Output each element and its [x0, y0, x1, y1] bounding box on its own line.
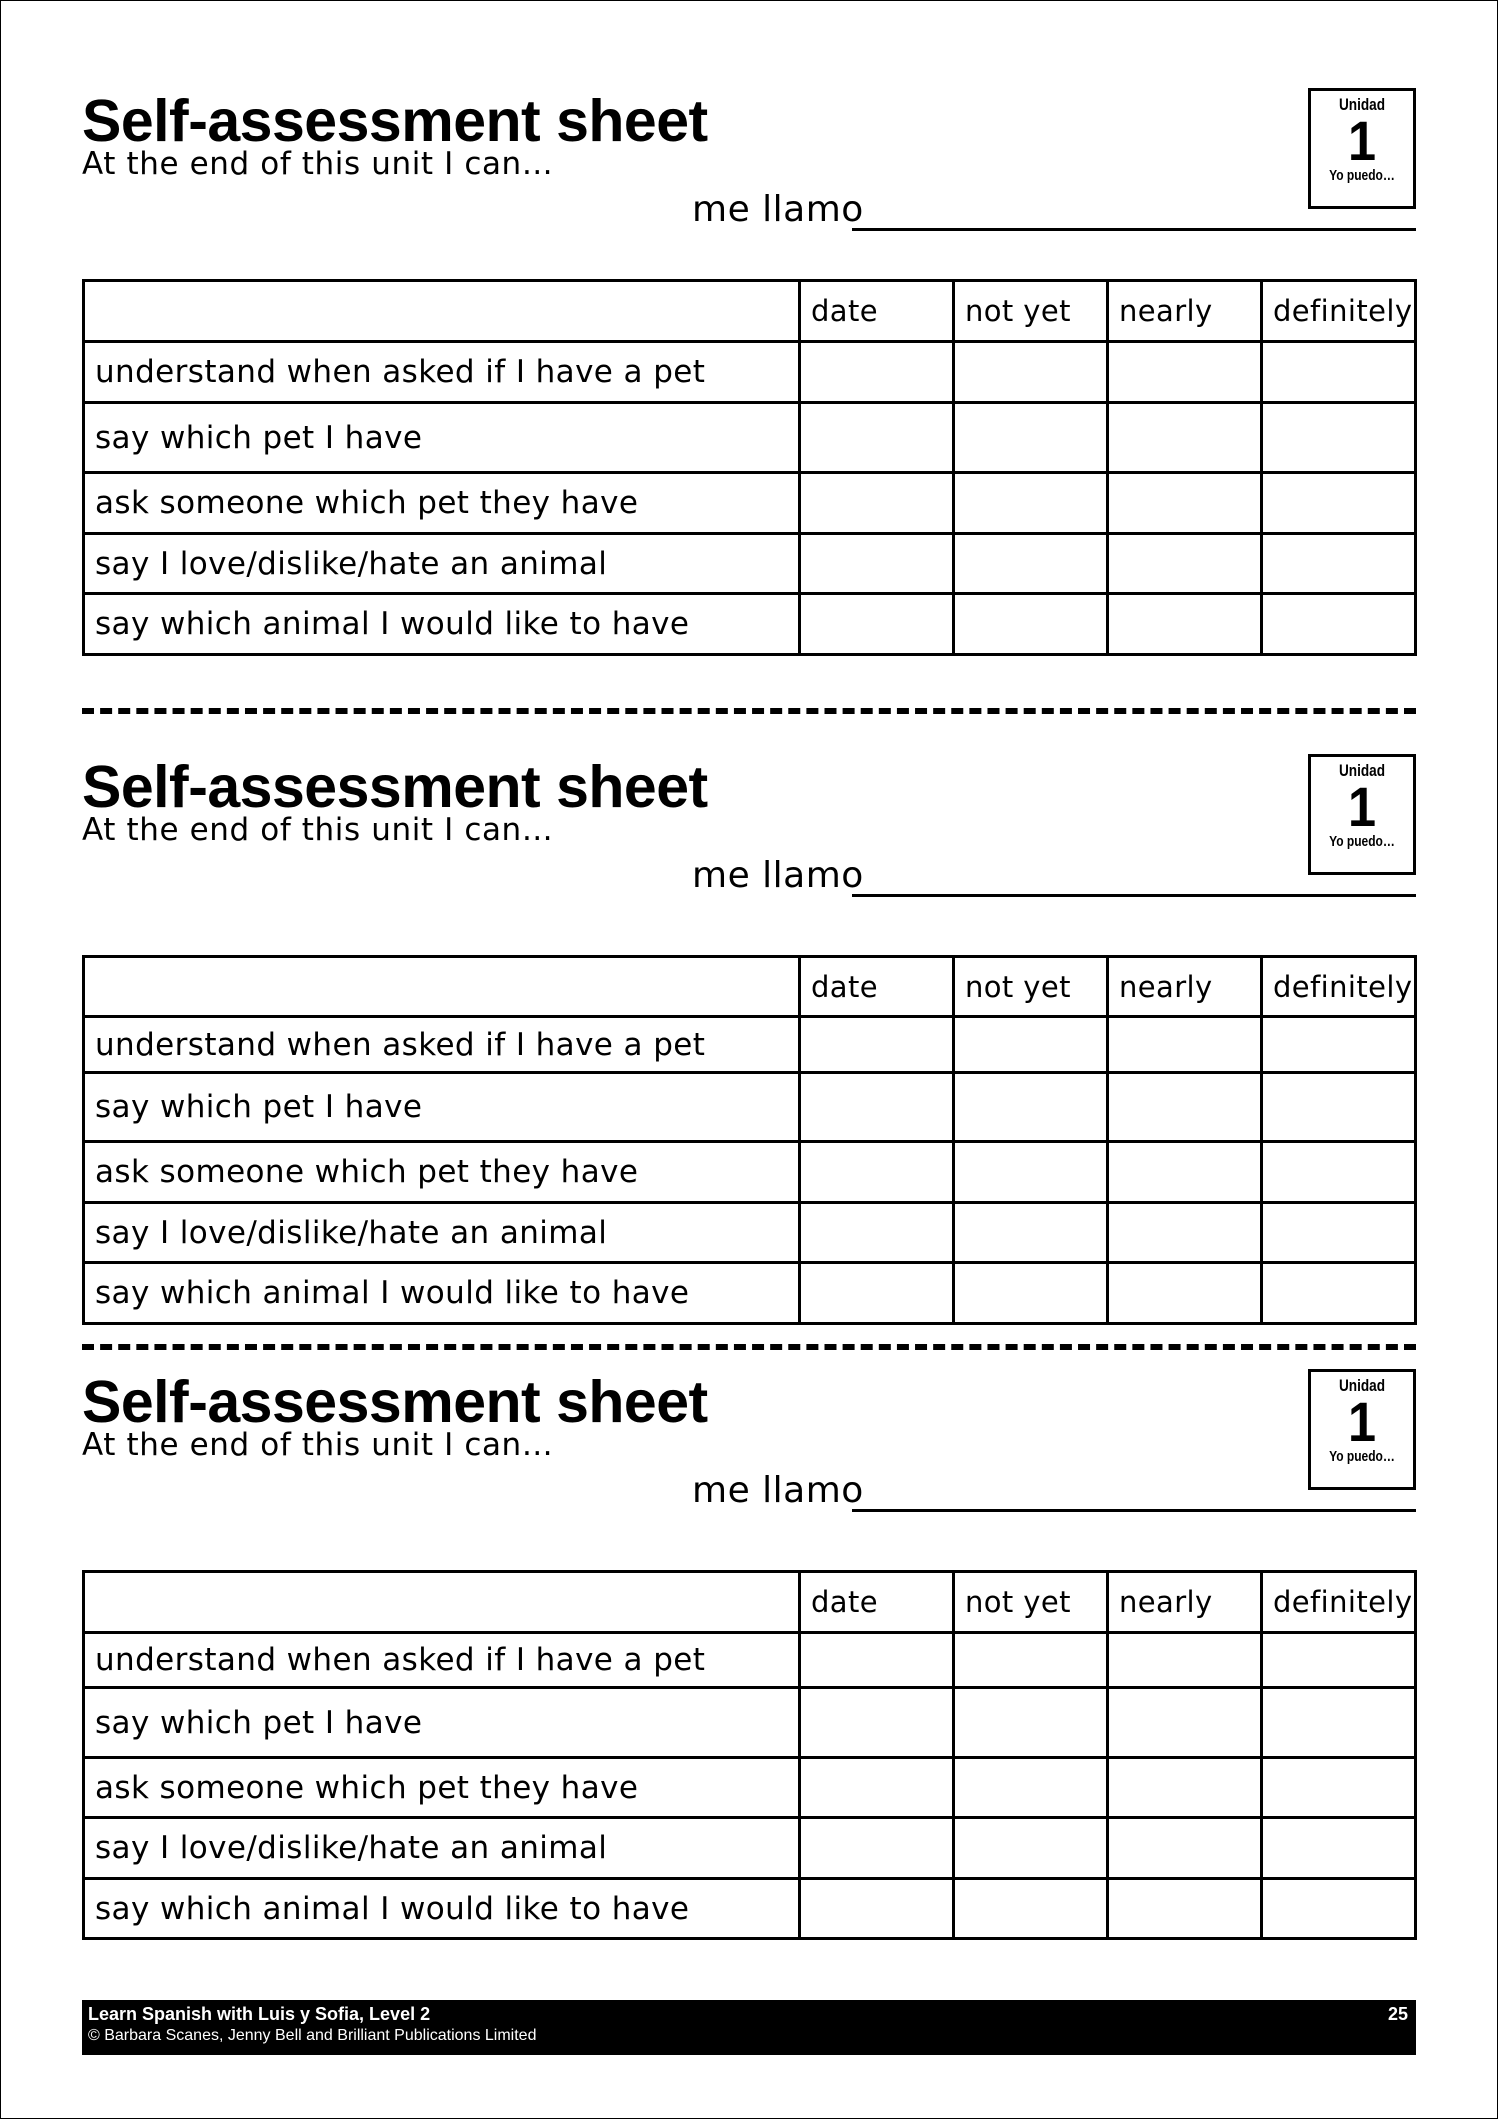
cell-nearly[interactable]	[1108, 473, 1262, 534]
row-statement: ask someone which pet they have	[84, 1758, 800, 1818]
cell-definitely[interactable]	[1262, 1633, 1416, 1688]
cell-nearly[interactable]	[1108, 1633, 1262, 1688]
cell-date[interactable]	[800, 1633, 954, 1688]
table-row	[84, 534, 1416, 594]
cell-definitely[interactable]	[1262, 342, 1416, 403]
row-statement: ask someone which pet they have	[84, 473, 800, 534]
cell-definitely[interactable]	[1262, 1263, 1416, 1324]
cell-date[interactable]	[800, 1263, 954, 1324]
cell-nearly[interactable]	[1108, 1758, 1262, 1818]
cell-nearly[interactable]	[1108, 1017, 1262, 1073]
cell-date[interactable]	[800, 473, 954, 534]
table-header-row	[84, 1572, 1416, 1633]
header-blank	[84, 957, 800, 1017]
table-row	[84, 1879, 1416, 1939]
header-not-yet: not yet	[954, 281, 1108, 342]
unit-badge	[1308, 88, 1416, 209]
table-row	[84, 342, 1416, 403]
header-definitely: definitely	[1262, 957, 1416, 1017]
row-statement: say which pet I have	[84, 403, 800, 473]
cell-nearly[interactable]	[1108, 594, 1262, 655]
cell-not-yet[interactable]	[954, 1073, 1108, 1142]
cell-definitely[interactable]	[1262, 1073, 1416, 1142]
sheet-subtitle: At the end of this unit I can…	[82, 812, 554, 848]
cell-definitely[interactable]	[1262, 403, 1416, 473]
cell-not-yet[interactable]	[954, 342, 1108, 403]
cell-not-yet[interactable]	[954, 1203, 1108, 1263]
cell-date[interactable]	[800, 534, 954, 594]
name-write-line[interactable]	[852, 228, 1416, 231]
cell-not-yet[interactable]	[954, 1633, 1108, 1688]
cell-date[interactable]	[800, 1879, 954, 1939]
row-statement: say I love/dislike/hate an animal	[84, 1203, 800, 1263]
header-blank	[84, 281, 800, 342]
name-write-line[interactable]	[852, 1509, 1416, 1512]
row-statement: understand when asked if I have a pet	[84, 1017, 800, 1073]
cell-not-yet[interactable]	[954, 1758, 1108, 1818]
row-statement: say I love/dislike/hate an animal	[84, 1818, 800, 1879]
cell-date[interactable]	[800, 1758, 954, 1818]
unit-badge-label: Unidad	[1338, 1376, 1386, 1395]
cell-definitely[interactable]	[1262, 473, 1416, 534]
cell-not-yet[interactable]	[954, 1017, 1108, 1073]
cut-line	[82, 708, 1416, 714]
cell-definitely[interactable]	[1262, 1017, 1416, 1073]
header-nearly: nearly	[1108, 281, 1262, 342]
row-statement: say which pet I have	[84, 1688, 800, 1758]
footer-copyright: © Barbara Scanes, Jenny Bell and Brilliant Publications Limited	[88, 2027, 537, 2044]
cell-nearly[interactable]	[1108, 1073, 1262, 1142]
cell-not-yet[interactable]	[954, 403, 1108, 473]
unit-badge-label: Unidad	[1338, 95, 1386, 114]
header-not-yet: not yet	[954, 1572, 1108, 1633]
cell-date[interactable]	[800, 1203, 954, 1263]
header-date: date	[800, 957, 954, 1017]
cell-definitely[interactable]	[1262, 1818, 1416, 1879]
cell-date[interactable]	[800, 1818, 954, 1879]
cell-definitely[interactable]	[1262, 594, 1416, 655]
table-row	[84, 1073, 1416, 1142]
sheet-subtitle: At the end of this unit I can…	[82, 146, 554, 182]
table-row	[84, 1263, 1416, 1324]
header-nearly: nearly	[1108, 1572, 1262, 1633]
table-row	[84, 1758, 1416, 1818]
cell-date[interactable]	[800, 1142, 954, 1203]
header-definitely: definitely	[1262, 281, 1416, 342]
cell-nearly[interactable]	[1108, 342, 1262, 403]
cell-definitely[interactable]	[1262, 1758, 1416, 1818]
cell-nearly[interactable]	[1108, 1879, 1262, 1939]
row-statement: say which animal I would like to have	[84, 594, 800, 655]
page-footer	[82, 2000, 1416, 2055]
cell-definitely[interactable]	[1262, 1688, 1416, 1758]
header-not-yet: not yet	[954, 957, 1108, 1017]
row-statement: say I love/dislike/hate an animal	[84, 534, 800, 594]
name-label: me llamo	[692, 855, 864, 896]
name-label: me llamo	[692, 189, 864, 230]
assessment-table	[82, 279, 1417, 656]
unit-badge-number: 1	[1347, 775, 1377, 838]
row-statement: say which pet I have	[84, 1073, 800, 1142]
cell-nearly[interactable]	[1108, 534, 1262, 594]
header-date: date	[800, 281, 954, 342]
sheet-title: Self-assessment sheet	[82, 88, 708, 154]
cell-date[interactable]	[800, 594, 954, 655]
cell-date[interactable]	[800, 1688, 954, 1758]
table-row	[84, 1142, 1416, 1203]
cell-nearly[interactable]	[1108, 1142, 1262, 1203]
unit-badge-number: 1	[1347, 1390, 1377, 1453]
cell-date[interactable]	[800, 1073, 954, 1142]
cell-not-yet[interactable]	[954, 1688, 1108, 1758]
cell-definitely[interactable]	[1262, 534, 1416, 594]
table-row	[84, 473, 1416, 534]
assessment-sheet-3	[82, 1369, 1416, 1939]
table-row	[84, 1688, 1416, 1758]
table-row	[84, 403, 1416, 473]
cell-date[interactable]	[800, 342, 954, 403]
header-date: date	[800, 1572, 954, 1633]
table-row	[84, 1818, 1416, 1879]
assessment-sheet-2	[82, 754, 1416, 1324]
cell-nearly[interactable]	[1108, 403, 1262, 473]
sheet-title: Self-assessment sheet	[82, 754, 708, 820]
unit-badge	[1308, 1369, 1416, 1490]
cell-nearly[interactable]	[1108, 1203, 1262, 1263]
row-statement: understand when asked if I have a pet	[84, 342, 800, 403]
unit-badge-footer: Yo puedo…	[1329, 167, 1395, 184]
cell-date[interactable]	[800, 403, 954, 473]
unit-badge-footer: Yo puedo…	[1329, 1448, 1395, 1465]
table-row	[84, 1017, 1416, 1073]
unit-badge	[1308, 754, 1416, 875]
row-statement: say which animal I would like to have	[84, 1879, 800, 1939]
row-statement: understand when asked if I have a pet	[84, 1633, 800, 1688]
unit-badge-number: 1	[1347, 109, 1377, 172]
cell-not-yet[interactable]	[954, 1879, 1108, 1939]
sheet-subtitle: At the end of this unit I can…	[82, 1427, 554, 1463]
cell-date[interactable]	[800, 1017, 954, 1073]
footer-title: Learn Spanish with Luis y Sofia, Level 2	[88, 2004, 431, 2024]
name-label: me llamo	[692, 1470, 864, 1511]
header-blank	[84, 1572, 800, 1633]
assessment-sheet-1	[82, 88, 1416, 658]
cell-nearly[interactable]	[1108, 1688, 1262, 1758]
name-write-line[interactable]	[852, 894, 1416, 897]
cell-definitely[interactable]	[1262, 1142, 1416, 1203]
unit-badge-footer: Yo puedo…	[1329, 833, 1395, 850]
assessment-table	[82, 1570, 1417, 1940]
cell-not-yet[interactable]	[954, 534, 1108, 594]
cell-nearly[interactable]	[1108, 1263, 1262, 1324]
table-header-row	[84, 281, 1416, 342]
table-row	[84, 1633, 1416, 1688]
cut-line	[82, 1344, 1416, 1350]
cell-nearly[interactable]	[1108, 1818, 1262, 1879]
row-statement: say which animal I would like to have	[84, 1263, 800, 1324]
row-statement: ask someone which pet they have	[84, 1142, 800, 1203]
cell-not-yet[interactable]	[954, 1818, 1108, 1879]
header-nearly: nearly	[1108, 957, 1262, 1017]
table-row	[84, 594, 1416, 655]
cell-definitely[interactable]	[1262, 1879, 1416, 1939]
assessment-table	[82, 955, 1417, 1325]
cell-not-yet[interactable]	[954, 1142, 1108, 1203]
table-row	[84, 1203, 1416, 1263]
cell-not-yet[interactable]	[954, 1263, 1108, 1324]
cell-definitely[interactable]	[1262, 1203, 1416, 1263]
unit-badge-label: Unidad	[1338, 761, 1386, 780]
page-number: 25	[1387, 2004, 1408, 2024]
header-definitely: definitely	[1262, 1572, 1416, 1633]
cell-not-yet[interactable]	[954, 594, 1108, 655]
sheet-title: Self-assessment sheet	[82, 1369, 708, 1435]
cell-not-yet[interactable]	[954, 473, 1108, 534]
table-header-row	[84, 957, 1416, 1017]
